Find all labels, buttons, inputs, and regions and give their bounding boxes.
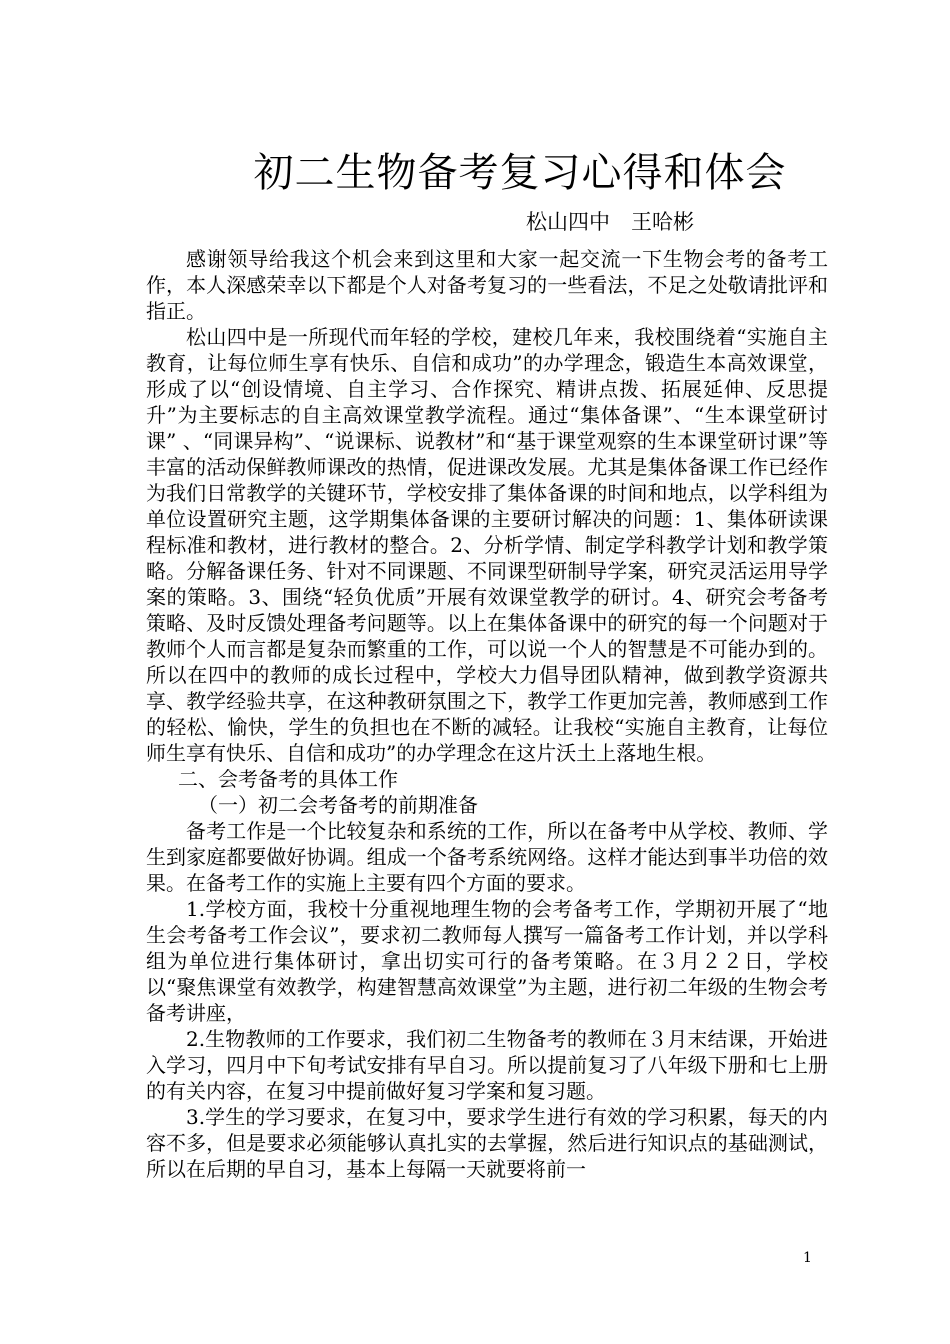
paragraph-school: 松山四中是一所现代而年轻的学校，建校几年来，我校围绕着“实施自主教育，让每位师生享有快乐、自信和成功”的办学理念，锻造生本高效课堂，形成了以“创设情境、自主学习、合作探究、精讲点拨、拓展延伸、反思提升”为主要标志的自主高效课堂教学流程。通过“集体备课”、“生本课堂研讨课” 、“同课异构”、“说课标、说教材”和“基于课堂观察的生本课堂研讨课”等丰富的活动保鲜教师课改的热情，促进课改发展。尤其是集体备课工作已经作为我们日常教学的关键环节，学校安排了集体备课的时间和地点，以学科组为单位设置研究主题，这学期集体备课的主要研讨解决的问题：1、集体研读课程标准和教材，进行教材的整合。2、分析学情、制定学科教学计划和教学策略。分解备课任务、针对不同课题、不同课型研制导学案，研究灵活运用导学案的策略。3、围绕“轻负优质”开展有效课堂教学的研讨。4、研究会考备考策略、及时反馈处理备考问题等。以上在集体备课中的研究的每一个问题对于教师个人而言都是复杂而繁重的工作，可以说一个人的智慧是不可能办到的。所以在四中的教师的成长过程中，学校大力倡导团队精神，做到教学资源共享、教学经验共享，在这种教研氛围之下，教学工作更加完善，教师感到工作的轻松、愉快，学生的负担也在不断的减轻。让我校“实施自主教育，让每位师生享有快乐、自信和成功”的办学理念在这片沃土上落地生根。 [146, 325, 828, 765]
paragraph-student-side: 3.学生的学习要求，在复习中，要求学生进行有效的学习积累，每天的内容不多，但是要求必须能够认真扎实的去掌握，然后进行知识点的基础测试，所以在后期的早自习，基本上每隔一天就要将前一 [146, 1105, 828, 1181]
author-line: 松山四中 王哈彬 [526, 210, 694, 234]
paragraph-prep: 备考工作是一个比较复杂和系统的工作，所以在备考中从学校、教师、学生到家庭都要做好协调。组成一个备考系统网络。这样才能达到事半功倍的效果。在备考工作的实施上主要有四个方面的要求。 [146, 819, 828, 895]
document-title: 初二生物备考复习心得和体会 [253, 150, 787, 196]
page-number: 1 [803, 1250, 812, 1266]
paragraph-school-side: 1.学校方面，我校十分重视地理生物的会考备考工作，学期初开展了“地生会考备考工作会议”，要求初二教师每人撰写一篇备考工作计划，并以学科组为单位进行集体研讨，拿出切实可行的备考策略。在３月２２日，学校以“聚焦课堂有效教学，构建智慧高效课堂”为主题，进行初二年级的生物会考备考讲座， [146, 897, 828, 1025]
paragraph-intro: 感谢领导给我这个机会来到这里和大家一起交流一下生物会考的备考工作，本人深感荣幸以下都是个人对备考复习的一些看法，不足之处敬请批评和指正。 [146, 247, 828, 323]
paragraph-teacher-side: 2.生物教师的工作要求，我们初二生物备考的教师在３月末结课，开始进入学习，四月中下旬考试安排有早自习。所以提前复习了八年级下册和七上册的有关内容，在复习中提前做好复习学案和复习题。 [146, 1027, 828, 1103]
section-heading: 二、会考备考的具体工作 [178, 767, 398, 791]
document-body [146, 246, 828, 1182]
subsection-heading: （一）初二会考备考的前期准备 [198, 793, 478, 817]
